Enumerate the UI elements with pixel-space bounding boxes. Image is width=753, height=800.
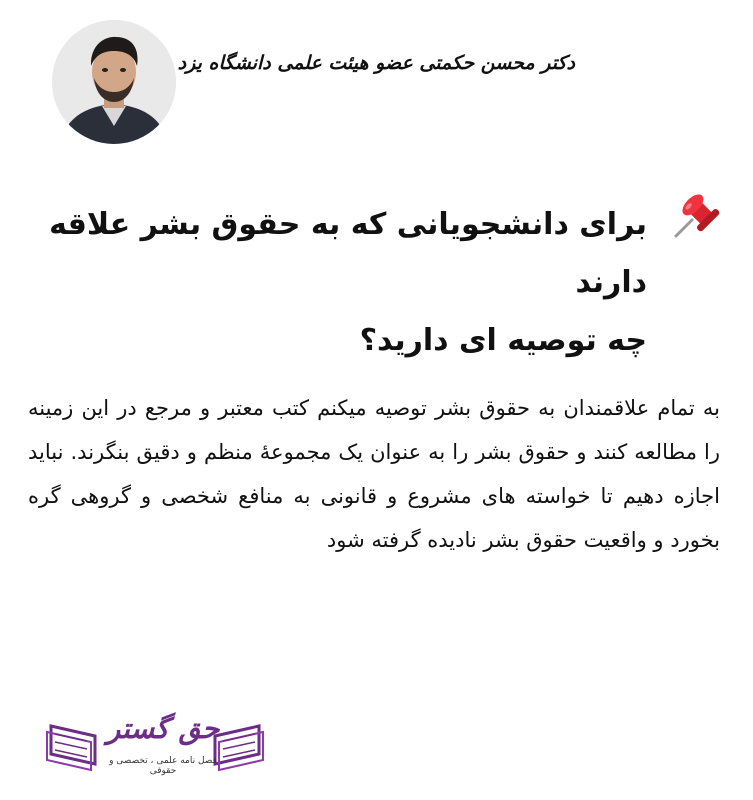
author-line: دکتر محسن حکمتی عضو هیئت علمی دانشگاه یزد xyxy=(177,52,575,74)
question-heading xyxy=(47,196,647,370)
publication-logo xyxy=(45,712,265,782)
logo-subtitle: فصل نامه علمی ، تخصصی و حقوقی xyxy=(109,756,217,776)
answer-paragraph: به تمام علاقمندان به حقوق بشر توصیه میکنم کتب معتبر و مرجع در این زمینه را مطالعه کنند و حقوق بشر را به عنوان یک مجموعهٔ منظم و دقیق بنگرند. نباید اجازه دهیم تا خواسته های مشروع و قانونی به منافع شخصی و گروهی گره بخورد و واقعیت حقوق بشر نادیده گرفته شود xyxy=(28,396,720,552)
author-photo xyxy=(52,20,176,144)
question-line-2: چه توصیه ای دارید؟ xyxy=(359,323,647,358)
question-line-1: برای دانشجویانی که به حقوق بشر علاقه دارند xyxy=(49,207,647,300)
logo-title: حق گستر xyxy=(106,712,220,745)
pushpin-icon xyxy=(662,186,726,250)
